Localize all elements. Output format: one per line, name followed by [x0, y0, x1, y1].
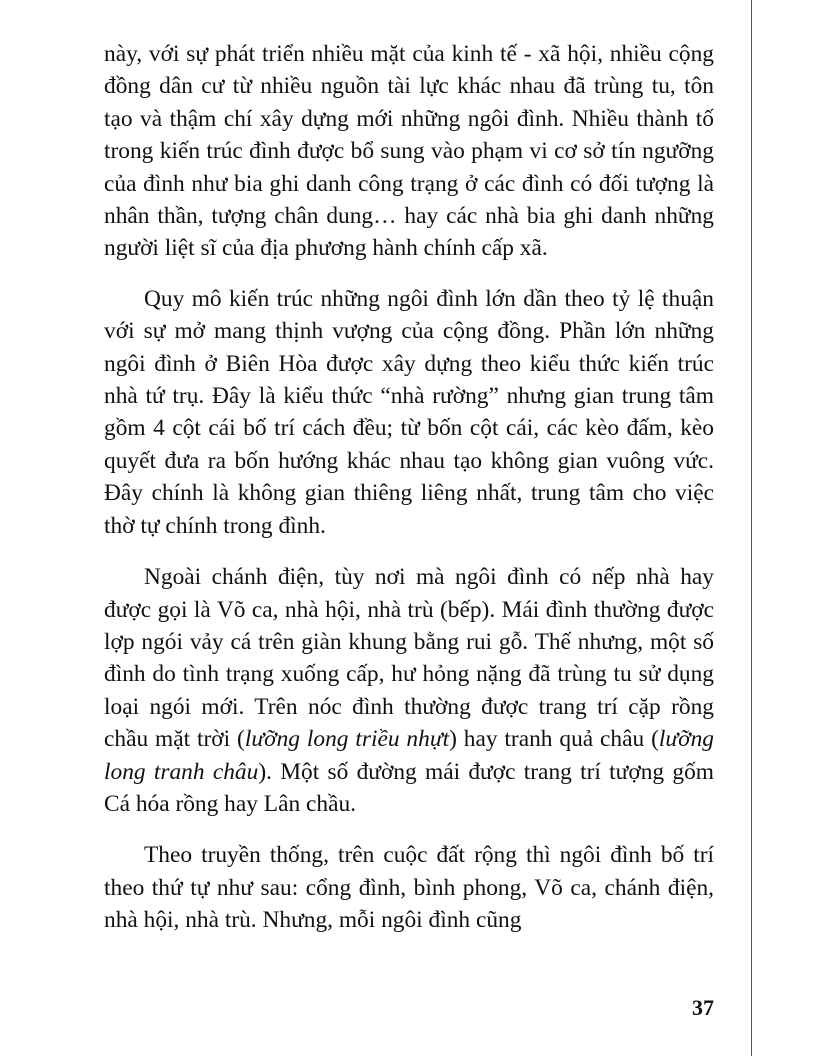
paragraph-continued: [104, 38, 714, 265]
paragraph-layout-order: [104, 839, 714, 936]
text-run: ). Một số đường mái được trang trí tượng gốm Cá hóa rồng hay Lân chầu.: [104, 758, 714, 817]
text-run: Quy mô kiến trúc những ngôi đình lớn dần theo tỷ lệ thuận với sự mở mang thịnh vượng của cộng đồng. Phần lớn những ngôi đình ở Biên Hòa được xây dựng theo kiểu thức kiến trúc nhà tứ trụ. Đây là kiểu thức “nhà rường” nhưng gian trung tâm gồm 4 cột cái bố trí cách đều; từ bốn cột cái, các kèo đấm, kèo quyết đưa ra bốn hướng khác nhau tạo không gian vuông vức. Đây chính là không gian thiêng liêng nhất, trung tâm cho việc thờ tự chính trong đình.: [104, 285, 714, 539]
text-run: ) hay tranh quả châu (: [449, 726, 659, 753]
text-run: này, với sự phát triển nhiều mặt của kinh tế - xã hội, nhiều cộng đồng dân cư từ nhiều nguồn tài lực khác nhau đã trùng tu, tôn tạo và thậm chí xây dựng mới những ngôi đình. Nhiều thành tố trong kiến trúc đình được bổ sung vào phạm vi cơ sở tín ngưỡng của đình như bia ghi danh công trạng ở các đình có đối tượng là nhân thần, tượng chân dung… hay các nhà bia ghi danh những người liệt sĩ của địa phương hành chính cấp xã.: [104, 41, 714, 262]
italic-term: lưỡng long triều nhựt: [244, 726, 450, 753]
page-number: 37: [692, 995, 714, 1020]
italic-term: lưỡng long tranh châu: [104, 726, 715, 785]
paragraph-architecture-scale: [104, 283, 714, 542]
margin-rule: [751, 0, 752, 1056]
paragraph-roof-decoration: [104, 561, 714, 820]
body-text: [104, 38, 714, 956]
text-run: Ngoài chánh điện, tùy nơi mà ngôi đình có nếp nhà hay được gọi là Võ ca, nhà hội, nhà trù (bếp). Mái đình thường được lợp ngói vảy cá trên giàn khung bằng rui gỗ. Thế nhưng, một số đình do tình trạng xuống cấp, hư hỏng nặng đã trùng tu sử dụng loại ngói mới. Trên nóc đình thường được trang trí cặp rồng chầu mặt trời (: [104, 564, 714, 753]
text-run: Theo truyền thống, trên cuộc đất rộng thì ngôi đình bố trí theo thứ tự như sau: cổng đình, bình phong, Võ ca, chánh điện, nhà hội, nhà trù. Nhưng, mỗi ngôi đình cũng: [104, 842, 714, 934]
